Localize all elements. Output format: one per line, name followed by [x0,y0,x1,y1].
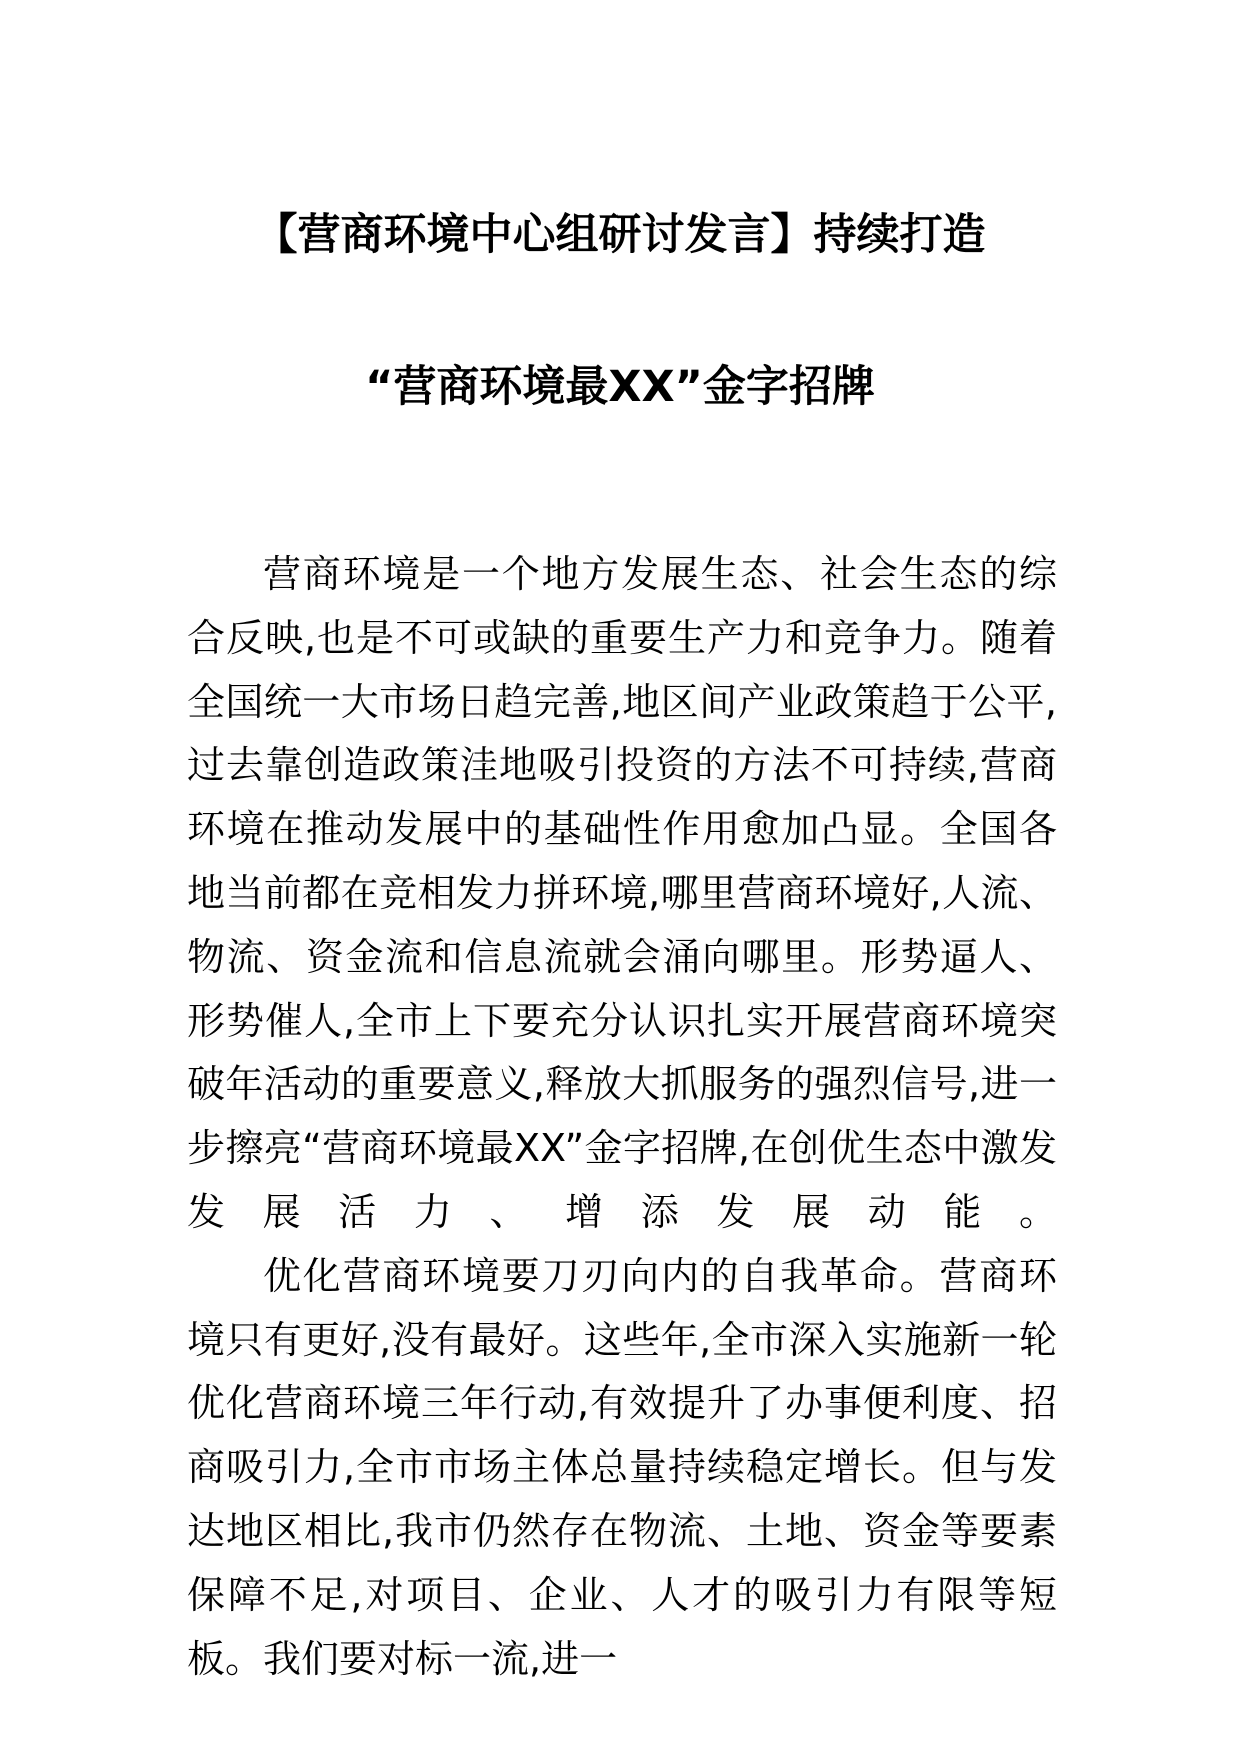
paragraph-2: 优化营商环境要刀刃向内的自我革命。营商环境只有更好,没有最好。这些年,全市深入实施新一轮优化营商环境三年行动,有效提升了办事便利度、招商吸引力,全市市场主体总量持续稳定增长。但与发达地区相比,我市仍然存在物流、土地、资金等要素保障不足,对项目、企业、人才的吸引力有限等短板。我们要对标一流,进一 [187,1253,1057,1681]
document-body [187,543,1057,1691]
paragraph-1: 营商环境是一个地方发展生态、社会生态的综合反映,也是不可或缺的重要生产力和竞争力。随着全国统一大市场日趋完善,地区间产业政策趋于公平,过去靠创造政策洼地吸引投资的方法不可持续,营商环境在推动发展中的基础性作用愈加凸显。全国各地当前都在竞相发力拼环境,哪里营商环境好,人流、物流、资金流和信息流就会涌向哪里。形势逼人、形势催人,全市上下要充分认识扎实开展营商环境突破年活动的重要意义,释放大抓服务的强烈信号,进一步擦亮“营商环境最XX”金字招牌,在创优生态中激发发展活力、增添发展动能。 [187,552,1057,1234]
document-title-line-2: “营商环境最XX”金字招牌 [365,362,875,412]
document-title-line-1: 【营商环境中心组研讨发言】持续打造 [254,210,986,260]
